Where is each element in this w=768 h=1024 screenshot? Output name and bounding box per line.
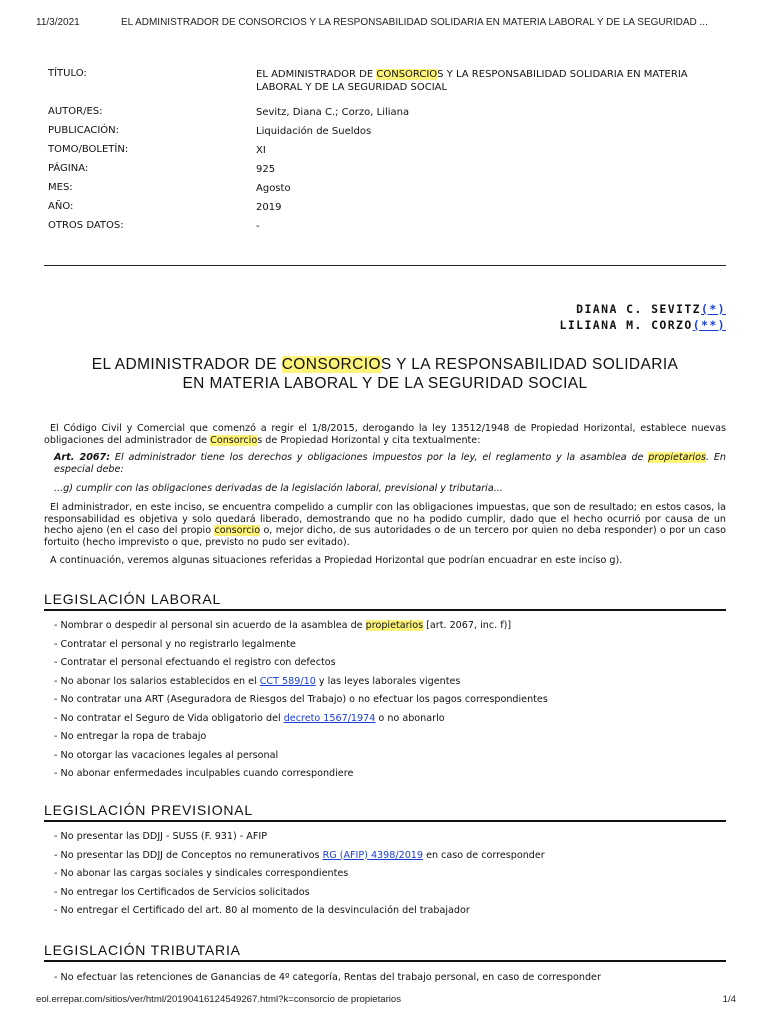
print-title: EL ADMINISTRADOR DE CONSORCIOS Y LA RESPONSABILIDAD SOLIDARIA EN MATERIA LABORAL Y DE LA SEGURIDAD ... — [121, 17, 708, 28]
quote-text: ...g) cumplir con las obligaciones derivadas de la legislación laboral, previsional y tributaria... — [54, 483, 503, 494]
meta-row-other — [48, 220, 728, 239]
list-item — [54, 867, 545, 886]
section-heading-tributaria: LEGISLACIÓN TRIBUTARIA — [44, 942, 726, 962]
paragraph-text: s de Propiedad Horizontal y cita textualmente: — [257, 434, 481, 446]
meta-value: XI — [256, 145, 266, 156]
list-item-text: - No otorgar las vacaciones legales al personal — [54, 749, 279, 761]
list-item-text: - No presentar las DDJJ - SUSS (F. 931) - AFIP — [54, 831, 268, 842]
list-item-text: - No presentar las DDJJ de Conceptos no remunerativos — [54, 849, 323, 861]
meta-row-page — [48, 163, 728, 182]
list-item-text: - No entregar el Certificado del art. 80 al momento de la desvinculación del trabajador — [54, 905, 470, 916]
paragraph-text: El administrador, en este inciso, se encuentra compelido a cumplir con las obligaciones impuestas, que son de resultado; en estos casos, la responsabilidad es objetiva y solo quedará liberado, demostrando que no ha podido cumplir, dado que el hecho ocurrió por causa de un hecho ajeno (en el caso del propio — [44, 502, 726, 537]
meta-row-authors — [48, 106, 728, 125]
search-highlight: Consorcio — [210, 434, 258, 446]
search-highlight: consorcio — [214, 525, 261, 537]
list-item-text: [art. 2067, inc. f)] — [423, 620, 512, 631]
list-item — [54, 971, 601, 990]
meta-label: OTROS DATOS: — [48, 220, 124, 231]
article-ref: Art. 2067: — [54, 452, 111, 463]
divider — [44, 265, 726, 266]
metadata-table — [48, 68, 728, 239]
intro-paragraph — [44, 423, 726, 446]
page-number: 1/4 — [722, 994, 736, 1005]
source-url: eol.errepar.com/sitios/ver/html/20190416124549267.html?k=consorcio de propietarios — [36, 994, 402, 1005]
meta-label: AUTOR/ES: — [48, 106, 103, 117]
section-heading-previsional: LEGISLACIÓN PREVISIONAL — [44, 802, 726, 822]
list-item-text: - Nombrar o despedir al personal sin acuerdo de la asamblea de — [54, 620, 366, 631]
list-item-text: - No entregar la ropa de trabajo — [54, 731, 207, 742]
meta-value: Agosto — [256, 183, 291, 194]
meta-value: Liquidación de Sueldos — [256, 126, 372, 137]
meta-row-month — [48, 182, 728, 201]
meta-value-text: S Y LA RESPONSABILIDAD SOLIDARIA EN MATERIA LABORAL Y DE LA SEGURIDAD SOCIAL — [256, 69, 688, 93]
search-highlight: propietarios — [648, 452, 706, 463]
meta-row-publication — [48, 125, 728, 144]
list-item-text: - No abonar las cargas sociales y sindicales correspondientes — [54, 868, 349, 879]
meta-value: Sevitz, Diana C.; Corzo, Liliana — [256, 107, 410, 118]
author-name: LILIANA M. CORZO — [559, 318, 693, 332]
meta-value: 925 — [256, 164, 276, 175]
print-header — [0, 14, 768, 34]
quote-inciso-g — [44, 483, 726, 495]
list-item-text: - No abonar los salarios establecidos en el — [54, 675, 260, 687]
list-item-text: - Contratar el personal efectuando el registro con defectos — [54, 657, 336, 668]
footnote-link[interactable]: (*) — [701, 302, 726, 316]
list-item-text: en caso de corresponder — [423, 849, 545, 861]
list-item-text: - No abonar enfermedades inculpables cuando correspondiere — [54, 768, 354, 779]
paragraph-text: El Código Civil y Comercial que comenzó a regir el 1/8/2015, derogando la ley 13512/1948 de Propiedad Horizontal, establece nuevas obligaciones del administrador de — [44, 423, 726, 446]
print-footer — [36, 994, 736, 1005]
legal-reference-link[interactable]: decreto 1567/1974 — [283, 712, 376, 724]
list-item — [54, 904, 545, 923]
authors-block — [560, 301, 726, 333]
title-text: EL ADMINISTRADOR DE — [91, 356, 282, 373]
meta-label: TOMO/BOLETÍN: — [48, 144, 129, 155]
list-item — [54, 656, 548, 675]
meta-value: - — [256, 221, 260, 232]
quote-art-2067 — [44, 452, 726, 475]
search-highlight: propietarios — [365, 620, 424, 631]
meta-value — [256, 68, 726, 94]
list-item — [54, 849, 545, 868]
list-item-text: - Contratar el personal y no registrarlo legalmente — [54, 638, 296, 650]
meta-label: TÍTULO: — [48, 68, 87, 79]
quote-text: . En especial debe: — [54, 452, 726, 475]
paragraph-text: o, mejor dicho, de sus autoridades o de un tercero por quien no deba responder) o por un caso fortuito (hecho imprevisto o que, previsto no pudo ser evitado). — [44, 525, 726, 548]
paragraph-responsibility — [44, 502, 726, 548]
list-item — [54, 767, 548, 786]
search-highlight: CONSORCIO — [281, 356, 381, 373]
meta-label: PUBLICACIÓN: — [48, 125, 120, 136]
paragraph-continuation — [44, 555, 726, 567]
meta-row-year — [48, 201, 728, 220]
list-previsional — [54, 830, 545, 923]
section-heading-laboral: LEGISLACIÓN LABORAL — [44, 591, 726, 611]
list-item-text: - No entregar los Certificados de Servicios solicitados — [54, 886, 310, 898]
list-item-text: - No contratar una ART (Aseguradora de Riesgos del Trabajo) o no efectuar los pagos correspondientes — [54, 694, 548, 705]
print-date: 11/3/2021 — [36, 17, 80, 28]
list-item — [54, 886, 545, 905]
list-item-text: o no abonarlo — [375, 712, 445, 724]
meta-label: MES: — [48, 182, 73, 193]
list-item — [54, 693, 548, 712]
list-item-text: - No efectuar las retenciones de Ganancias de 4º categoría, Rentas del trabajo personal, en caso de corresponder — [54, 972, 601, 983]
list-item — [54, 730, 548, 749]
list-item — [54, 638, 548, 657]
meta-value: 2019 — [256, 202, 282, 213]
title-text: S Y LA RESPONSABILIDAD SOLIDARIA — [380, 356, 679, 373]
list-item — [54, 619, 548, 638]
author-line — [560, 301, 726, 317]
meta-row-volume — [48, 144, 728, 163]
title-line: EN MATERIA LABORAL Y DE LA SEGURIDAD SOCIAL — [182, 375, 588, 392]
list-item — [54, 749, 548, 768]
title-line — [40, 355, 730, 374]
list-tributaria — [54, 971, 601, 990]
list-item — [54, 712, 548, 731]
meta-label: AÑO: — [48, 201, 74, 212]
list-item-text: - No contratar el Seguro de Vida obligatorio del — [54, 712, 284, 724]
legal-reference-link[interactable]: RG (AFIP) 4398/2019 — [322, 849, 424, 861]
quote-text: El administrador tiene los derechos y obligaciones impuestos por la ley, el reglamento y la asamblea de — [110, 452, 649, 463]
legal-reference-link[interactable]: CCT 589/10 — [259, 675, 316, 687]
list-laboral — [54, 619, 548, 786]
meta-label: PÁGINA: — [48, 163, 89, 174]
meta-value-text: EL ADMINISTRADOR DE — [256, 69, 377, 80]
list-item-text: y las leyes laborales vigentes — [315, 675, 461, 687]
author-name: DIANA C. SEVITZ — [576, 302, 702, 316]
author-line — [560, 317, 726, 333]
article-title — [40, 355, 730, 393]
footnote-link[interactable]: (**) — [692, 318, 726, 332]
list-item — [54, 675, 548, 694]
search-highlight: CONSORCIO — [376, 69, 438, 80]
meta-row-title — [48, 68, 728, 106]
list-item — [54, 830, 545, 849]
paragraph-text: A continuación, veremos algunas situaciones referidas a Propiedad Horizontal que podrían encuadrar en este inciso g). — [50, 555, 623, 566]
